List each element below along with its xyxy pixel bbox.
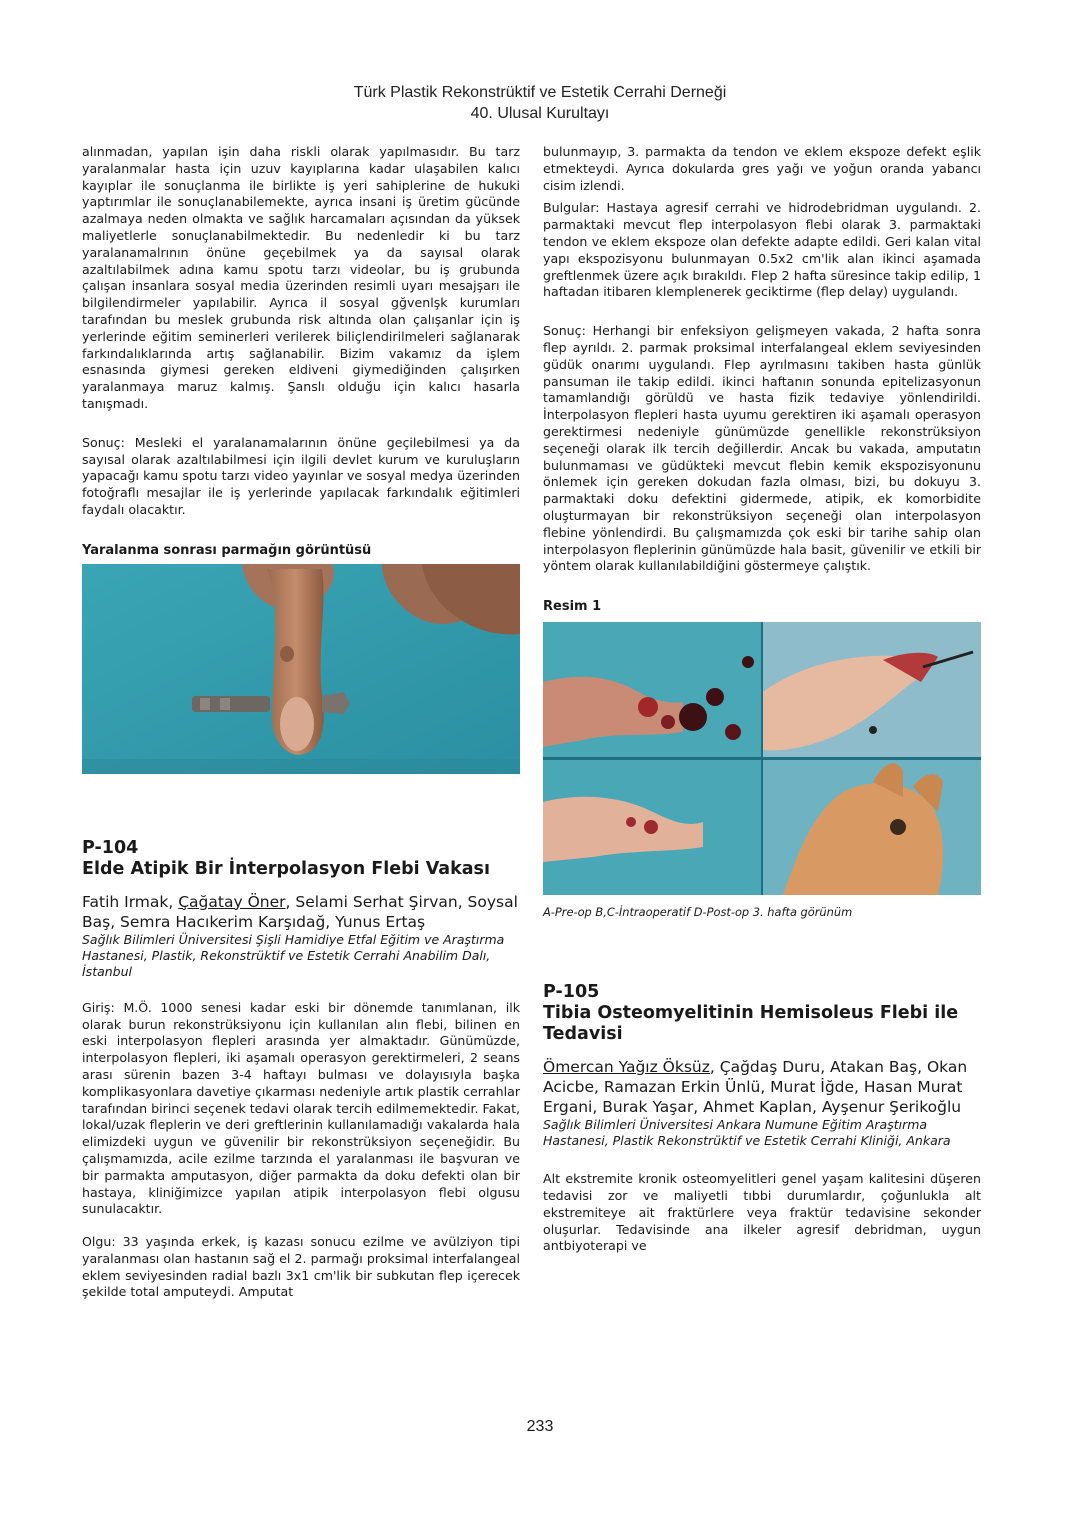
resim1-illustration — [543, 622, 981, 895]
p104-code: P-104 — [82, 837, 139, 858]
p105-authors — [543, 1057, 981, 1117]
finger-photo-illustration — [82, 564, 520, 774]
p104-giris: Giriş: M.Ö. 1000 senesi kadar eski bir dönemde tanımlanan, ilk olarak burun rekonstrüksiyonu için kullanılan alın flebi, bilinen en eski interpolasyon flepleri arasında yer almaktadır. Günümüzde, interpolasyon flepleri, iki aşamalı operasyon gerektirmeleri, 2 seans arası sürenin bazen 3-4 haftayı bulması ve dolayısıyla başka komplikasyonlara davetiye çıkarması nedeniyle artık plastik cerrahlar tarafından birinci seçenek tedavi olarak tercih edilmemektedir. Fakat, lokal/uzak fleplerin ve deri greftlerinin kullanılamadığı vakalarda hala elimizdeki uygun ve güvenilir bir rekonstrüksiyon seçeneğidir. Bu çalışmamızda, acile ezilme tarzında el yaralanması ile başvuran ve bir parmakta amputasyon, diğer parmakta da doku defekti olan bir hastaya, kliniğimizce yapılan atipik interpolasyon flebi olgusu sunulacaktır. — [82, 999, 521, 1217]
left-column — [82, 144, 520, 1301]
p104-authors — [82, 892, 520, 932]
header-society: Türk Plastik Rekonstrüktif ve Estetik Cerrahi Derneği — [353, 84, 727, 101]
p104-presenter: Çağatay Öner — [178, 892, 286, 911]
p105-authors-rest: , Çağdaş Duru, Atakan Baş, Okan Acicbe, Ramazan Erkin Ünlü, Murat İğde, Hasan Murat Ergani, Burak Yaşar, Ahmet Kaplan, Ayşenur Şerikoğlu — [543, 1058, 968, 1117]
p104-continuation: bulunmayıp, 3. parmakta da tendon ve eklem ekspoze defekt eşlik etmekteydi. Ayrıca dokularda gres yağı ve yoğun oranda yabancı cisim izlendi. — [543, 144, 981, 193]
p105-intro: Alt ekstremite kronik osteomyelitleri genel yaşam kalitesini düşeren tedavisi zor ve maliyetli tıbbi durumlardır, çoğunlukla alt ekstremiteye ait fraktürlere veya fraktür tedavisine sekonder oluşurlar. Tedavisinde ana ilkeler agresif debridman, uygun antbiyoterapi ve — [543, 1171, 981, 1254]
resim1-panel-b — [763, 622, 981, 757]
p104-sonuc: Sonuç: Herhangi bir enfeksiyon gelişmeyen vakada, 2 hafta sonra flep ayrıldı. 2. parmak proksimal interfalangeal eklem seviyesinden güdük onarımı uygulandı. Flep ayrılmasını takiben hasta günlük pansuman ile takip edildi. ikinci haftanın sonunda epitelizasyonun tamamlandığı görüldü ve hasta fizik tedaviye yönlendirildi. İnterpolasyon flepleri hasta uyumu gerektiren iki aşamalı operasyon gerektirmesi nedeniyle günümüzde genellikle rekonstrüksiyon seçeneği olarak ilk tercih değillerdir. Ancak bu vakada, amputatın bulunmaması ve güdükteki mevcut flebin kemik ekspozisyonunu önlemek için gereken dokudan fazla olması, bizi, bu dokuyu 3. parmaktaki doku defektini gidermede, atipik, ek komorbidite oluşturmayan bir rekonstrüksiyon seçeneği olan interpolasyon flebine yönlendirdi. Bu çalışmamızda çok eski bir tarihe sahip olan interpolasyon fleplerinin günümüzde hala basit, güvenilir ve etkili bir yöntem olarak kullanılabildiğini göstermeye çalıştık. — [543, 323, 981, 574]
intro-paragraph: alınmadan, yapılan işin daha riskli olarak yapılmasıdır. Bu tarz yaralanmalar hasta için uzuv kayıplarına kadar ulaşabilen kalıcı kayıplar ile sonuçlanma ile birlikte iş yeri sahiplerine de hukuki yaptırımlar ile sonuçlanabilemekte, ayrıca insani iş üretim gücünde azalmaya neden olmakta ve sağlık harcamaları açısından da yüksek maliyetlerle sonuçlanabilmektedir. Bu nedenledir ki bu tarz yaralanamalrının önüne geçebilmek ya da sayısal olarak azaltılabilmek adına kamu spotu tarzı videolar, bu iş grubunda çalışan insanlara sosyal media üzerinden resimli uyarı mesajşarı ile bilgilendirmeler yapılabilir. Ayrıca il sosyal gğvenlşk kurumları tarafından bu meslek grubunda risk altında olan çalışanlar için iş yerlerinde eğitim seminerleri verilerek biliçlendirilmeleri sağlanarak farkındalıklarında artış sağlanabilir. Bizim vakamız da işlem esnasında giymesi gereken eldiveni giymediğinden çalışırken yaralanmaya maruz kalmış. Şanslı olduğu için kalıcı hasarla tanışmadı. — [82, 144, 520, 411]
page-header — [0, 82, 1080, 124]
finger-photo — [82, 564, 520, 774]
figure-label-resim1: Resim 1 — [543, 599, 602, 615]
page-number: 233 — [526, 1418, 554, 1435]
p104-author-first: Fatih Irmak, — [82, 892, 179, 911]
right-column — [543, 144, 981, 1255]
p104-title: Elde Atipik Bir İnterpolasyon Flebi Vakası — [82, 858, 490, 879]
figure-caption-finger: Yaralanma sonrası parmağın görüntüsü — [82, 542, 372, 558]
p105-presenter: Ömercan Yağız Öksüz — [543, 1058, 710, 1077]
p105-code: P-105 — [543, 982, 600, 1003]
p104-bulgular: Bulgular: Hastaya agresif cerrahi ve hidrodebridman uygulandı. 2. parmaktaki mevcut flep interpolasyon flebi olarak 3. parmaktaki tendon ve eklem ekspoze olan defekte adapte edildi. Geri kalan vital yapı ekspozisyonu bulunmayan 0.5x2 cm'lik alan ikinci aşamada greftlenmek üzere açık bırakıldı. Flep 2 hafta süresince takip edilip, 1 haftadan itibaren klemplenerek geciktirme (flep delay) uygulandı. — [543, 200, 981, 300]
resim1-panel-d — [763, 760, 981, 895]
p105-title: Tibia Osteomyelitinin Hemisoleus Flebi ile Tedavisi — [543, 1003, 959, 1045]
p105-affiliation: Sağlık Bilimleri Üniversitesi Ankara Numune Eğitim Araştırma Hastanesi, Plastik Rekonstrüktif ve Estetik Cerrahi Kliniği, Ankara — [543, 1117, 951, 1149]
p104-affiliation: Sağlık Bilimleri Üniversitesi Şişli Hamidiye Etfal Eğitim ve Araştırma Hastanesi, Plastik, Rekonstrüktif ve Estetik Cerrahi Anabilim Dalı, İstanbul — [82, 931, 505, 979]
p104-olgu: Olgu: 33 yaşında erkek, iş kazası sonucu ezilme ve avülziyon tipi yaralanması olan hastanın sağ el 2. parmağı proksimal interfalangeal eklem seviyesinden radial bazlı 3x1 cm'lik bir subkutan flep içerecek şekilde total amputeydi. Amputat — [82, 1234, 520, 1300]
resim1-panel-c — [543, 760, 761, 895]
header-congress: 40. Ulusal Kurultayı — [470, 105, 610, 122]
resim1-photo-grid — [543, 622, 981, 895]
conclusion-paragraph: Sonuç: Mesleki el yaralanamalarının önüne geçilebilmesi ya da sayısal olarak azaltılabilmesi için ilgili devlet kurum ve kuruluşların yapacağı kamu spotu tarzı video yayınlar ve sosyal medya üzerinden fotoğraflı mesajlar ile iş yerlerinde yapılacak farkındalık eğitimleri faydalı olacaktır. — [82, 434, 520, 517]
resim1-caption: A-Pre-op B,C-İntraoperatif D-Post-op 3. hafta görünüm — [543, 905, 853, 920]
resim1-panel-a — [543, 622, 761, 757]
p104-authors-rest: , Selami Serhat Şirvan, Soysal Baş, Semra Hacıkerim Karşıdağ, Yunus Ertaş — [82, 892, 518, 931]
